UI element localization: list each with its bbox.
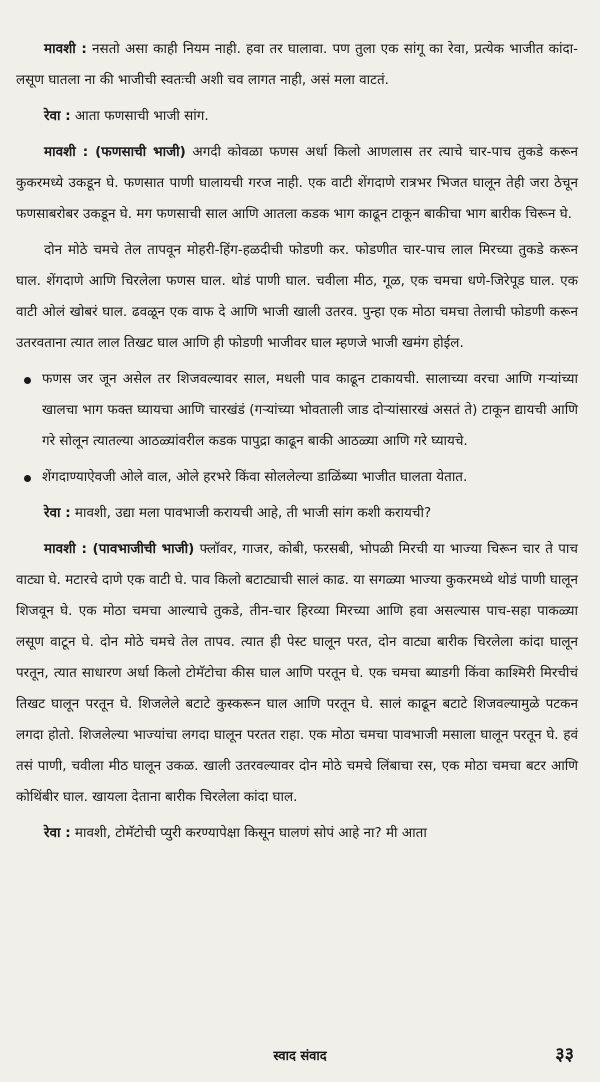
tip-text: फणस जर जून असेल तर शिजवल्यावर साल, मधली पाव काढून टाकायची. सालाच्या वरचा आणि गऱ्यांच्या खालचा भाग फक्त घ्यायचा आणि चारखंडं (गऱ्यांच्या भोवताली जाड दोऱ्यांसारखं असतं ते) टाकून द्यायची आणि गरे सोलून त्यातल्या आठळ्यांवरील कडक पापुद्रा काढून बाकी आठळ्या आणि गरे घ्यायचे.: [42, 371, 578, 449]
paragraph-text: अगदी कोवळा फणस अर्धा किलो आणलास तर त्याचे चार-पाच तुकडे करून कुकरमध्ये उकडून घे. फणसात पाणी घालायची गरज नाही. एक वाटी शेंगदाणे रात्रभर भिजत घालून तेही जरा ठेचून फणसाबरोबर उकडून घे. मग फणसाची साल आणि आतला कडक भाग काढून टाकून बाकीचा भाग बारीक चिरून घे.: [16, 144, 579, 222]
bullet-icon: [24, 475, 31, 482]
speaker-label: मावशी :: [44, 541, 87, 557]
tip-item: [16, 364, 578, 457]
bullet-icon: [24, 377, 31, 384]
recipe-title: (पावभाजीची भाजी): [86, 541, 195, 557]
paragraph-text: मावशी, उद्या मला पावभाजी करायची आहे, ती भाजी सांग कशी करायची?: [70, 505, 432, 521]
speaker-label: मावशी :: [44, 144, 89, 160]
speaker-label: रेवा :: [44, 108, 71, 124]
paragraph-text: दोन मोठे चमचे तेल तापवून मोहरी-हिंग-हळदीची फोडणी कर. फोडणीत चार-पाच लाल मिरच्या तुकडे करून घाल. शेंगदाणे आणि चिरलेला फणस घाल. थोडं पाणी घाल. चवीला मीठ, गूळ, एक चमचा धणे-जिरेपूड घाल. एक वाटी ओलं खोबरं घाल. ढवळून एक वाफ दे आणि भाजी खाली उतरव. पुन्हा एक मोठा चमचा तेलाची फोडणी करून उतरवताना त्यात लाल तिखट घाल आणि ही फोडणी भाजीवर घाल म्हणजे भाजी खमंग होईल.: [16, 242, 578, 351]
paragraph-text: फ्लॉवर, गाजर, कोबी, फरसबी, भोपळी मिरची या भाज्या चिरून चार ते पाच वाट्या घे. मटारचे दाणे एक वाटी घे. पाव किलो बटाट्याची सालं काढ. या सगळ्या भाज्या कुकरमध्ये थोडं पाणी घालून शिजवून घे. एक मोठा चमचा आल्याचे तुकडे, तीन-चार हिरव्या मिरच्या आणि हवा असल्यास पाच-सहा पाकळ्या लसूण वाटून घे. दोन मोठे चमचे तेल तापव. त्यात ही पेस्ट घालून परत, दोन वाट्या बारीक चिरलेला कांदा घालून परतून, त्यात साधारण अर्धा किलो टोमॅटोचा कीस घाल आणि परतून घे. एक चमचा ब्याडगी किंवा काश्मिरी मिरचीचं तिखट घालून परतून घे. शिजलेले बटाटे कुस्करून घाल आणि परतून घे. सालं काढून बटाटे शिजवल्यामुळे पटकन लगदा होतो. शिजलेल्या भाज्यांचा लगदा घालून परतत राहा. एक मोठा चमचा पावभाजी मसाला घालून परतून घे. हवं तसं पाणी, चवीला मीठ घालून उकळ. खाली उतरवल्यावर दोन मोठे चमचे लिंबाचा रस, एक मोठा चमचा बटर आणि कोथिंबीर घाल. खायला देताना बारीक चिरलेला कांदा घाल.: [16, 541, 579, 805]
page-number: ३३: [555, 1044, 574, 1065]
dialogue-paragraph: [16, 101, 578, 132]
paragraph-text: मावशी, टोमॅटोची प्युरी करण्यापेक्षा किसून घालणं सोपं आहे ना? मी आता: [70, 825, 427, 841]
speaker-label: रेवा :: [44, 505, 71, 521]
tips-list: [16, 364, 578, 493]
dialogue-paragraph: [16, 137, 578, 230]
dialogue-paragraph: [16, 34, 578, 96]
dialogue-paragraph: [16, 818, 578, 849]
dialogue-paragraph: [16, 498, 578, 529]
tip-text: शेंगदाण्याऐवजी ओले वाल, ओले हरभरे किंवा सोललेल्या डाळिंब्या भाजीत घालता येतात.: [42, 469, 468, 485]
book-title: स्वाद संवाद: [273, 1049, 327, 1064]
recipe-title: (फणसाची भाजी): [88, 144, 186, 160]
dialogue-paragraph: [16, 534, 578, 813]
tip-item: [16, 462, 578, 493]
paragraph-text: आता फणसाची भाजी सांग.: [70, 108, 209, 124]
page-footer: [0, 1044, 600, 1074]
paragraph-text: नसतो असा काही नियम नाही. हवा तर घालावा. पण तुला एक सांगू का रेवा, प्रत्येक भाजीत कांदा-लसूण घातला ना की भाजीची स्वतःची अशी चव लागत नाही, असं मला वाटतं.: [16, 41, 578, 88]
speaker-label: रेवा :: [44, 825, 71, 841]
recipe-paragraph: [16, 235, 578, 359]
speaker-label: मावशी :: [44, 41, 87, 57]
